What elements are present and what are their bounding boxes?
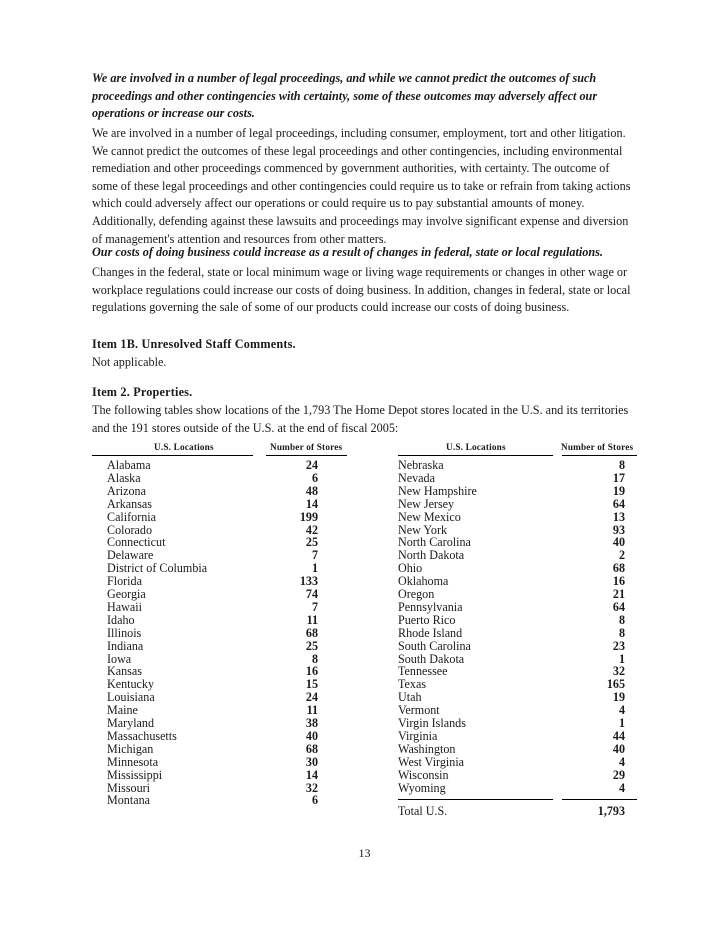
store-count: 32	[305, 780, 318, 795]
store-count: 93	[612, 522, 625, 537]
store-count: 2	[618, 548, 625, 563]
table-row	[398, 511, 625, 524]
store-count: 25	[305, 535, 318, 550]
store-count: 48	[305, 483, 318, 498]
location-name: District of Columbia	[107, 561, 208, 576]
table-row	[398, 756, 625, 769]
store-count: 133	[299, 574, 318, 589]
store-count: 40	[305, 728, 318, 743]
total-count: 1,793	[597, 804, 625, 818]
table-row	[398, 665, 625, 678]
location-name: Texas	[398, 677, 427, 692]
table-row	[107, 627, 318, 640]
table-row	[398, 627, 625, 640]
table-row	[107, 472, 318, 485]
location-name: Michigan	[107, 741, 154, 756]
store-count: 68	[612, 561, 625, 576]
left-col-location-header: U.S. Locations	[154, 442, 214, 452]
location-name: Washington	[398, 741, 456, 756]
location-name: North Carolina	[398, 535, 471, 550]
store-count: 199	[299, 509, 318, 524]
store-count: 23	[612, 638, 625, 653]
item-2-paragraph: The following tables show locations of the 1,793 The Home Depot stores located in the U.S. and its territories and the 191 stores outside of the U.S. at the end of fiscal 2005:	[92, 403, 629, 435]
table-row	[107, 691, 318, 704]
location-name: Utah	[398, 690, 422, 705]
location-name: New Hampshire	[398, 483, 477, 498]
table-row	[107, 601, 318, 614]
store-count: 8	[618, 612, 625, 627]
regulation-costs-paragraph: Changes in the federal, state or local minimum wage or living wage requirements or changes in other wage or workplace regulations could increase our costs of doing business. In addition, changes in federal, state or local regulations governing the sale of some of our products could increase our costs of doing business.	[92, 265, 631, 315]
table-row	[107, 498, 318, 511]
table-row	[398, 498, 625, 511]
location-name: Virgin Islands	[398, 716, 466, 730]
store-count: 29	[612, 767, 625, 782]
total-label: Total U.S.	[398, 804, 448, 818]
store-count: 13	[612, 509, 625, 524]
store-count: 1	[618, 651, 625, 666]
location-name: Maine	[107, 703, 138, 718]
table-row	[398, 472, 625, 485]
location-name: Colorado	[107, 522, 153, 537]
store-count: 8	[618, 458, 625, 472]
store-count: 44	[612, 728, 625, 743]
right-stores-rule	[562, 455, 637, 456]
store-count: 8	[311, 651, 318, 666]
store-count: 68	[305, 741, 318, 756]
table-row	[107, 794, 318, 807]
location-name: Kansas	[107, 664, 142, 679]
store-count: 6	[311, 793, 318, 808]
location-name: Montana	[107, 793, 150, 808]
location-name: Alabama	[107, 458, 151, 472]
location-name: Tennessee	[398, 664, 448, 679]
location-name: Vermont	[398, 703, 440, 718]
total-location-rule	[398, 799, 553, 800]
table-row	[398, 743, 625, 756]
location-name: Kentucky	[107, 677, 155, 692]
location-name: Louisiana	[107, 690, 155, 705]
table-row	[398, 549, 625, 562]
location-name: Hawaii	[107, 599, 142, 614]
store-count: 165	[606, 677, 625, 692]
table-row	[107, 756, 318, 769]
location-name: Delaware	[107, 548, 154, 563]
location-name: Iowa	[107, 651, 132, 666]
store-count: 11	[306, 612, 318, 627]
page-number: 13	[358, 846, 371, 860]
total-row	[398, 805, 625, 818]
left-location-rule	[92, 455, 253, 456]
location-name: Georgia	[107, 587, 146, 601]
location-name: Virginia	[398, 728, 438, 743]
store-count: 4	[618, 703, 625, 718]
regulation-costs-heading: Our costs of doing business could increase as a result of changes in federal, state or local regulations.	[92, 245, 603, 259]
item-2-heading: Item 2. Properties.	[92, 385, 193, 399]
location-name: Puerto Rico	[398, 612, 456, 627]
item-1b-heading: Item 1B. Unresolved Staff Comments.	[92, 337, 296, 351]
left-stores-rule	[266, 455, 347, 456]
store-count: 4	[618, 754, 625, 769]
table-row	[107, 511, 318, 524]
table-row	[107, 640, 318, 653]
right-col-location-header: U.S. Locations	[446, 442, 506, 452]
location-name: Pennsylvania	[398, 599, 463, 614]
location-name: California	[107, 509, 157, 524]
store-count: 68	[305, 625, 318, 640]
store-count: 64	[612, 599, 625, 614]
right-col-stores-header: Number of Stores	[561, 442, 634, 452]
store-count: 42	[305, 522, 318, 537]
location-name: Wyoming	[398, 780, 446, 795]
store-count: 1	[311, 561, 318, 576]
location-name: West Virginia	[398, 754, 465, 769]
store-count: 32	[612, 664, 625, 679]
table-row	[398, 614, 625, 627]
location-name: New Jersey	[398, 496, 455, 511]
location-name: South Carolina	[398, 638, 471, 653]
legal-proceedings-heading: We are involved in a number of legal proceedings, and while we cannot predict the outcomes of such proceedings and other contingencies with certainty, some of these outcomes may adversely affect our operations or increase our costs.	[92, 71, 598, 121]
location-name: Connecticut	[107, 535, 166, 550]
store-count: 19	[612, 690, 625, 705]
store-count: 38	[305, 716, 318, 730]
table-row	[107, 769, 318, 782]
store-count: 11	[306, 703, 318, 718]
store-count: 40	[612, 741, 625, 756]
location-name: Idaho	[107, 612, 135, 627]
table-row	[398, 601, 625, 614]
store-count: 19	[612, 483, 625, 498]
location-name: Oregon	[398, 587, 435, 601]
total-stores-rule	[562, 799, 637, 800]
table-row	[107, 614, 318, 627]
location-name: Minnesota	[107, 754, 159, 769]
location-name: South Dakota	[398, 651, 465, 666]
store-count: 14	[305, 767, 318, 782]
table-row	[398, 782, 625, 795]
table-row	[398, 678, 625, 691]
store-count: 1	[618, 716, 625, 730]
store-count: 25	[305, 638, 318, 653]
left-col-stores-header: Number of Stores	[270, 442, 343, 452]
legal-proceedings-paragraph: We are involved in a number of legal proceedings, including consumer, employment, tort and other litigation. We cannot predict the outcomes of these legal proceedings and other contingencies, including environmental remediation and other proceedings commenced by government authorities, with certainty. The outcome of some of these legal proceedings and other contingencies could require us to take or refrain from taking actions which could adversely affect our operations or could require us to pay substantial amounts of money. Additionally, defending against these lawsuits and proceedings may involve significant expense and diversion of management's attention and resources from other matters.	[92, 126, 631, 246]
location-name: Alaska	[107, 470, 141, 485]
location-name: Wisconsin	[398, 767, 449, 782]
store-count: 16	[305, 664, 318, 679]
store-count: 64	[612, 496, 625, 511]
location-name: Nevada	[398, 470, 435, 485]
table-row	[107, 730, 318, 743]
store-count: 40	[612, 535, 625, 550]
location-name: Massachusetts	[107, 728, 177, 743]
location-name: Arkansas	[107, 496, 153, 511]
store-count: 4	[618, 780, 625, 795]
location-name: North Dakota	[398, 548, 465, 563]
table-row	[398, 769, 625, 782]
store-count: 14	[305, 496, 318, 511]
location-name: Florida	[107, 574, 142, 589]
location-name: Oklahoma	[398, 574, 449, 589]
table-row	[107, 485, 318, 498]
location-name: New York	[398, 522, 448, 537]
location-name: Missouri	[107, 780, 151, 795]
location-name: New Mexico	[398, 509, 461, 524]
store-count: 7	[311, 599, 318, 614]
table-row	[107, 743, 318, 756]
store-count: 15	[305, 677, 318, 692]
store-count: 24	[305, 690, 318, 705]
store-count: 30	[305, 754, 318, 769]
store-count: 21	[612, 587, 625, 601]
store-count: 16	[612, 574, 625, 589]
store-count: 8	[618, 625, 625, 640]
store-count: 7	[311, 548, 318, 563]
table-row	[398, 640, 625, 653]
store-count: 17	[612, 470, 625, 485]
item-1b-paragraph: Not applicable.	[92, 355, 167, 369]
location-name: Illinois	[107, 625, 142, 640]
location-name: Rhode Island	[398, 625, 463, 640]
store-count: 74	[305, 587, 318, 601]
location-name: Arizona	[107, 483, 146, 498]
location-name: Nebraska	[398, 458, 444, 472]
table-row	[398, 485, 625, 498]
right-location-rule	[398, 455, 553, 456]
location-name: Mississippi	[107, 767, 163, 782]
location-name: Ohio	[398, 561, 423, 576]
store-count: 6	[311, 470, 318, 485]
table-row	[398, 730, 625, 743]
store-count: 24	[305, 458, 318, 472]
location-name: Maryland	[107, 716, 155, 730]
location-name: Indiana	[107, 638, 144, 653]
